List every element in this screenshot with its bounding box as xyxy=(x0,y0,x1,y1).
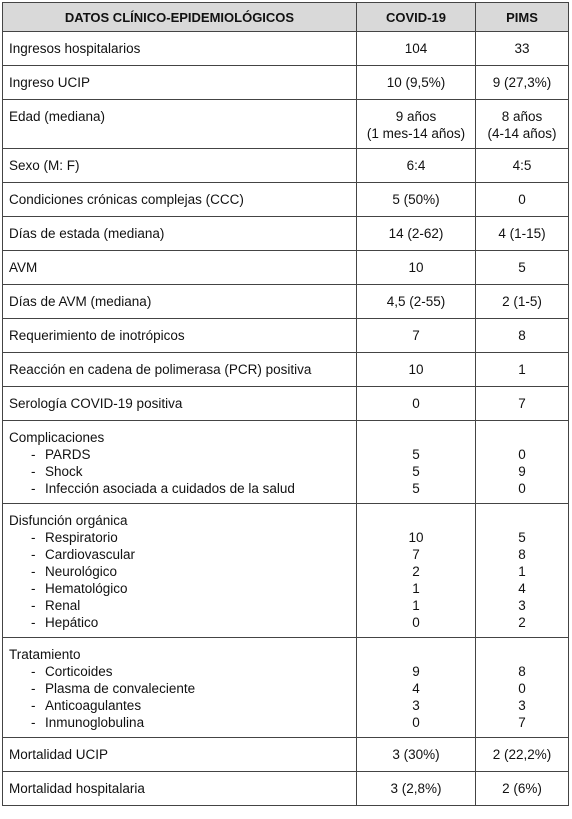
covid-cell xyxy=(357,319,476,353)
pims-cell xyxy=(476,387,569,421)
covid-cell xyxy=(357,32,476,66)
sub-item xyxy=(9,697,350,714)
covid-cell xyxy=(357,149,476,183)
covid-value: 1 xyxy=(412,581,420,596)
covid-cell-value: 14 (2-62) xyxy=(388,226,444,241)
dash-marker: - xyxy=(31,564,36,579)
sub-item-label: Renal xyxy=(45,598,81,613)
table-row xyxy=(3,66,569,100)
pims-cell xyxy=(476,285,569,319)
covid-cell xyxy=(357,738,476,772)
sub-item xyxy=(9,714,350,731)
row-label xyxy=(3,251,357,285)
sub-item xyxy=(9,546,350,563)
group-row xyxy=(3,504,569,638)
pims-cell-value: 5 xyxy=(518,260,526,275)
row-label-text: Reacción en cadena de polimerasa (PCR) positiva xyxy=(9,362,312,377)
table-row xyxy=(3,100,569,149)
sub-item-label: Neurológico xyxy=(45,564,118,579)
pims-value: 8 xyxy=(518,547,526,562)
table-row xyxy=(3,772,569,806)
covid-value: 3 xyxy=(412,698,420,713)
row-label-text: Ingreso UCIP xyxy=(9,75,91,90)
sub-item xyxy=(9,614,350,631)
table-row xyxy=(3,251,569,285)
pims-cell xyxy=(476,353,569,387)
row-label-text: Serología COVID-19 positiva xyxy=(9,396,183,411)
pims-cell-value: 33 xyxy=(514,41,530,56)
dash-marker: - xyxy=(31,598,36,613)
covid-value: 0 xyxy=(412,615,420,630)
sub-item-label: Plasma de convaleciente xyxy=(45,681,196,696)
covid-value: 1 xyxy=(412,598,420,613)
covid-cell xyxy=(357,100,476,149)
spacer xyxy=(482,429,562,446)
header-pims: PIMS xyxy=(476,3,569,32)
pims-value: 5 xyxy=(518,530,526,545)
covid-cell-value: 10 xyxy=(408,260,424,275)
pims-cell xyxy=(476,32,569,66)
sub-item xyxy=(9,663,350,680)
covid-cell-value: 10 xyxy=(408,362,424,377)
pims-cell-value: 2 (22,2%) xyxy=(492,747,552,762)
covid-cell xyxy=(357,251,476,285)
row-label-text: AVM xyxy=(9,260,38,275)
covid-cell xyxy=(357,183,476,217)
pims-value: 9 xyxy=(518,464,526,479)
pims-value: 1 xyxy=(518,564,526,579)
pims-cell-value: 4 (1-15) xyxy=(498,226,546,241)
pims-value: 4 xyxy=(518,581,526,596)
sub-item xyxy=(9,680,350,697)
sub-item-label: Corticoides xyxy=(45,664,113,679)
covid-value: 5 xyxy=(412,447,420,462)
pims-cell-value: 7 xyxy=(518,396,526,411)
dash-marker: - xyxy=(31,547,36,562)
table-row xyxy=(3,387,569,421)
pims-value: 3 xyxy=(518,598,526,613)
covid-cell-value: 5 (50%) xyxy=(392,192,440,207)
pims-cell xyxy=(476,217,569,251)
sub-item-label: Shock xyxy=(45,464,83,479)
row-label xyxy=(3,66,357,100)
dash-marker: - xyxy=(31,664,36,679)
pims-cell xyxy=(476,319,569,353)
pims-cell-value: 2 (1-5) xyxy=(502,294,542,309)
pims-value: 8 xyxy=(518,664,526,679)
row-label xyxy=(3,217,357,251)
row-label xyxy=(3,183,357,217)
table-row xyxy=(3,32,569,66)
pims-cell xyxy=(476,638,569,738)
covid-value: 2 xyxy=(412,564,420,579)
pims-cell xyxy=(476,738,569,772)
covid-cell xyxy=(357,66,476,100)
row-label-text: Ingresos hospitalarios xyxy=(9,41,141,56)
spacer xyxy=(482,512,562,529)
group-row xyxy=(3,421,569,504)
covid-value: 5 xyxy=(412,481,420,496)
table-row xyxy=(3,149,569,183)
covid-cell xyxy=(357,772,476,806)
clinical-data-table xyxy=(2,2,569,806)
table-body xyxy=(3,32,569,806)
group-label-cell xyxy=(3,504,357,638)
spacer xyxy=(363,429,469,446)
header-covid: COVID-19 xyxy=(357,3,476,32)
pims-value: 7 xyxy=(518,715,526,730)
row-label xyxy=(3,149,357,183)
dash-marker: - xyxy=(31,615,36,630)
pims-cell xyxy=(476,504,569,638)
pims-cell xyxy=(476,183,569,217)
group-label-cell xyxy=(3,638,357,738)
covid-value: 5 xyxy=(412,464,420,479)
spacer xyxy=(363,512,469,529)
covid-cell-value: 104 xyxy=(404,41,428,56)
row-label xyxy=(3,387,357,421)
dash-marker: - xyxy=(31,698,36,713)
covid-cell-line: 9 años xyxy=(395,109,437,124)
group-title: Tratamiento xyxy=(9,647,81,662)
pims-value: 3 xyxy=(518,698,526,713)
covid-cell-value: 4,5 (2-55) xyxy=(386,294,446,309)
row-label xyxy=(3,285,357,319)
pims-cell-line: (4-14 años) xyxy=(487,126,557,141)
covid-value: 10 xyxy=(408,530,424,545)
row-label-text: Días de AVM (mediana) xyxy=(9,294,152,309)
covid-cell-value: 10 (9,5%) xyxy=(386,75,446,90)
sub-item xyxy=(9,563,350,580)
table-row xyxy=(3,353,569,387)
pims-cell-value: 2 (6%) xyxy=(502,781,542,796)
row-label xyxy=(3,353,357,387)
covid-cell xyxy=(357,504,476,638)
dash-marker: - xyxy=(31,530,36,545)
pims-cell xyxy=(476,149,569,183)
pims-cell xyxy=(476,100,569,149)
table-row xyxy=(3,319,569,353)
covid-cell-value: 0 xyxy=(412,396,420,411)
covid-value: 9 xyxy=(412,664,420,679)
covid-value: 7 xyxy=(412,547,420,562)
table-row xyxy=(3,738,569,772)
sub-item-label: PARDS xyxy=(45,447,91,462)
pims-cell-value: 4:5 xyxy=(512,158,532,173)
header-row xyxy=(3,3,569,32)
covid-cell xyxy=(357,217,476,251)
dash-marker: - xyxy=(31,464,36,479)
sub-item-label: Hematológico xyxy=(45,581,128,596)
pims-cell xyxy=(476,772,569,806)
row-label xyxy=(3,100,357,149)
pims-cell-value: 8 xyxy=(518,328,526,343)
sub-item xyxy=(9,580,350,597)
pims-cell-value: 1 xyxy=(518,362,526,377)
covid-cell-line: (1 mes-14 años) xyxy=(366,126,466,141)
table-row xyxy=(3,217,569,251)
row-label xyxy=(3,772,357,806)
dash-marker: - xyxy=(31,447,36,462)
pims-cell xyxy=(476,66,569,100)
group-row xyxy=(3,638,569,738)
pims-value: 0 xyxy=(518,681,526,696)
covid-cell-value: 3 (30%) xyxy=(392,747,440,762)
sub-item-label: Respiratorio xyxy=(45,530,118,545)
group-title: Disfunción orgánica xyxy=(9,513,128,528)
covid-value: 0 xyxy=(412,715,420,730)
header-datos: DATOS CLÍNICO-EPIDEMIOLÓGICOS xyxy=(3,3,357,32)
covid-cell xyxy=(357,421,476,504)
pims-value: 0 xyxy=(518,481,526,496)
sub-item-label: Hepático xyxy=(45,615,99,630)
covid-cell xyxy=(357,285,476,319)
covid-cell-value: 6:4 xyxy=(406,158,426,173)
pims-cell xyxy=(476,421,569,504)
table-row xyxy=(3,285,569,319)
group-label-cell xyxy=(3,421,357,504)
pims-cell-value: 9 (27,3%) xyxy=(492,75,552,90)
pims-cell-line: 8 años xyxy=(501,109,543,124)
covid-cell-value: 7 xyxy=(412,328,420,343)
spacer xyxy=(363,646,469,663)
covid-cell-value: 3 (2,8%) xyxy=(390,781,442,796)
row-label xyxy=(3,32,357,66)
dash-marker: - xyxy=(31,715,36,730)
sub-item xyxy=(9,597,350,614)
dash-marker: - xyxy=(31,681,36,696)
sub-item-label: Infección asociada a cuidados de la salud xyxy=(45,481,295,496)
pims-value: 0 xyxy=(518,447,526,462)
sub-item xyxy=(9,529,350,546)
pims-cell xyxy=(476,251,569,285)
row-label-text: Requerimiento de inotrópicos xyxy=(9,328,185,343)
row-label xyxy=(3,319,357,353)
sub-item-label: Inmunoglobulina xyxy=(45,715,145,730)
row-label-text: Mortalidad hospitalaria xyxy=(9,781,145,796)
row-label-text: Sexo (M: F) xyxy=(9,158,80,173)
covid-cell xyxy=(357,387,476,421)
row-label-text: Edad (mediana) xyxy=(9,109,106,124)
dash-marker: - xyxy=(31,581,36,596)
pims-cell-value: 0 xyxy=(518,192,526,207)
spacer xyxy=(482,646,562,663)
row-label-text: Días de estada (mediana) xyxy=(9,226,165,241)
dash-marker: - xyxy=(31,481,36,496)
sub-item-label: Anticoagulantes xyxy=(45,698,142,713)
group-title: Complicaciones xyxy=(9,430,105,445)
row-label xyxy=(3,738,357,772)
sub-item-label: Cardiovascular xyxy=(45,547,136,562)
table-row xyxy=(3,183,569,217)
covid-cell xyxy=(357,638,476,738)
row-label-text: Mortalidad UCIP xyxy=(9,747,109,762)
sub-item xyxy=(9,463,350,480)
sub-item xyxy=(9,446,350,463)
pims-value: 2 xyxy=(518,615,526,630)
row-label-text: Condiciones crónicas complejas (CCC) xyxy=(9,192,244,207)
covid-cell xyxy=(357,353,476,387)
covid-value: 4 xyxy=(412,681,420,696)
sub-item xyxy=(9,480,350,497)
